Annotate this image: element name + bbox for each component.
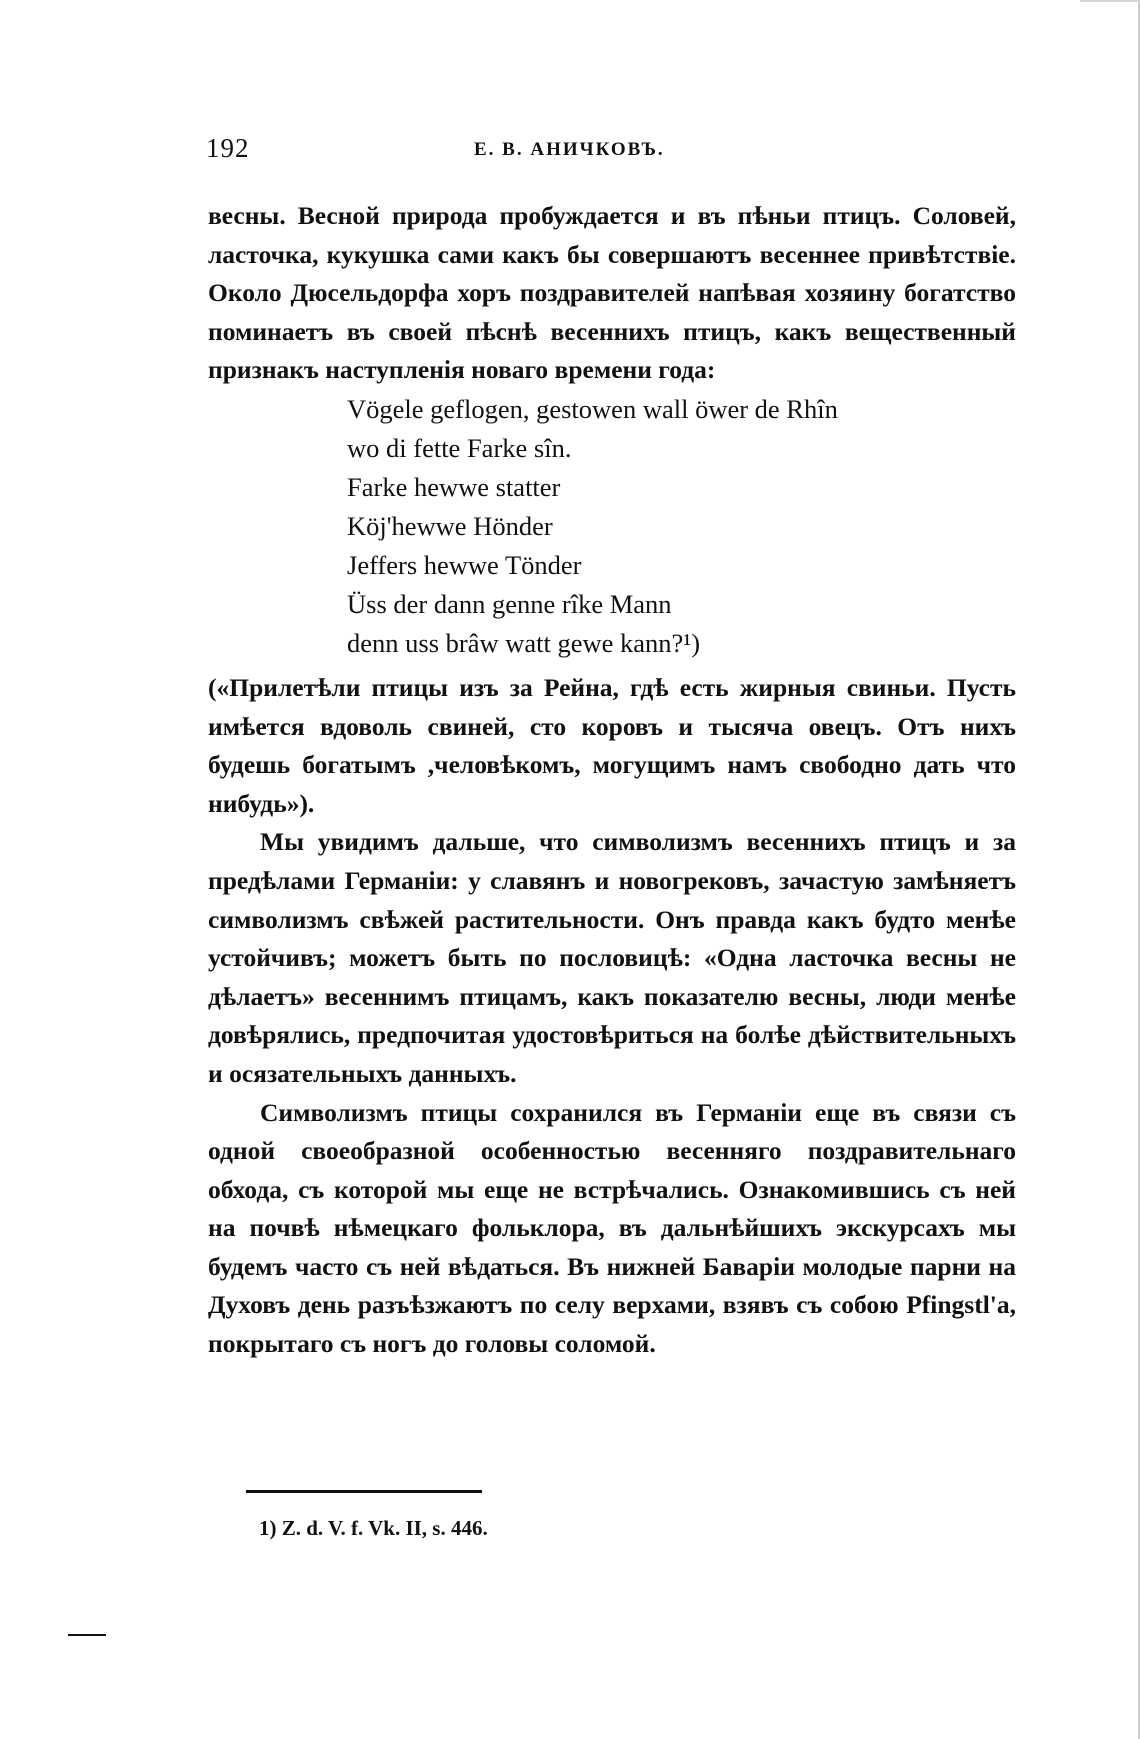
poem-line: denn uss brâw watt gewe kann?¹) [347, 627, 701, 658]
poem-line: Köj'hewwe Hönder [347, 510, 553, 541]
poem-line: Farke hewwe statter [347, 471, 561, 502]
page-edge-top-line [1080, 0, 1140, 2]
footnote: 1) Z. d. V. f. Vk. II, s. 446. [259, 1516, 488, 1540]
poem-line: Jeffers hewwe Tönder [347, 549, 582, 580]
poem-line: Üss der dann genne rîke Mann [347, 588, 672, 619]
poem [347, 390, 1016, 663]
poem-line: Vögele geflogen, gestowen wall öwer de Rhîn [347, 393, 838, 424]
paragraph-3: Символизмъ птицы сохранился въ Германіи еще въ связи съ одной своеобразной особенностью весенняго поздравительнаго обхода, съ которой мы еще не встрѣчались. Ознакомившись съ ней на почвѣ нѣмецкаго фольклора, въ дальнѣйшихъ экскурсахъ мы будемъ часто съ ней вѣдаться. Въ нижней Баваріи молодые парни на Духовъ день разъѣзжаютъ по селу верхами, взявъ съ собою Pfingstl'a, покрытаго съ ногъ до головы соломой. [208, 1097, 1016, 1359]
running-head: Е. В. АНИЧКОВЪ. [474, 139, 665, 160]
paragraph-1: весны. Весной природа пробуждается и въ пѣньи птицъ. Соловей, ласточка, кукушка сами какъ бы совершаютъ весеннее привѣтствіе. Около Дюсельдорфа хоръ поздравителей напѣвая хозяину богатство поминаетъ въ своей пѣснѣ весеннихъ птицъ, какъ вещественный признакъ наступленія новаго времени года: [208, 201, 1016, 385]
poem-translation: («Прилетѣли птицы изъ за Рейна, гдѣ есть жирныя свиньи. Пусть имѣется вдоволь свиней, сто коровъ и тысяча овецъ. Отъ нихъ будешь богатымъ ,человѣкомъ, могущимъ намъ свободно дать что нибудь»). [208, 672, 1016, 818]
margin-mark [68, 1634, 106, 1636]
footnote-divider [246, 1490, 482, 1493]
poem-line: wo di fette Farke sîn. [347, 432, 572, 463]
page-number: 192 [206, 133, 250, 163]
main-text [208, 197, 1016, 1364]
page-header [206, 133, 1016, 163]
paragraph-2: Мы увидимъ дальше, что символизмъ весеннихъ птицъ и за предѣлами Германіи: у славянъ и новогрековъ, зачастую замѣняетъ символизмъ свѣжей растительности. Онъ правда какъ будто менѣе устойчивъ; можетъ быть по пословицѣ: «Одна ласточка весны не дѣлаетъ» весеннимъ птицамъ, какъ показателю весны, люди менѣе довѣрялись, предпочитая удостовѣриться на болѣе дѣйствительныхъ и осязательныхъ данныхъ. [208, 827, 1016, 1088]
